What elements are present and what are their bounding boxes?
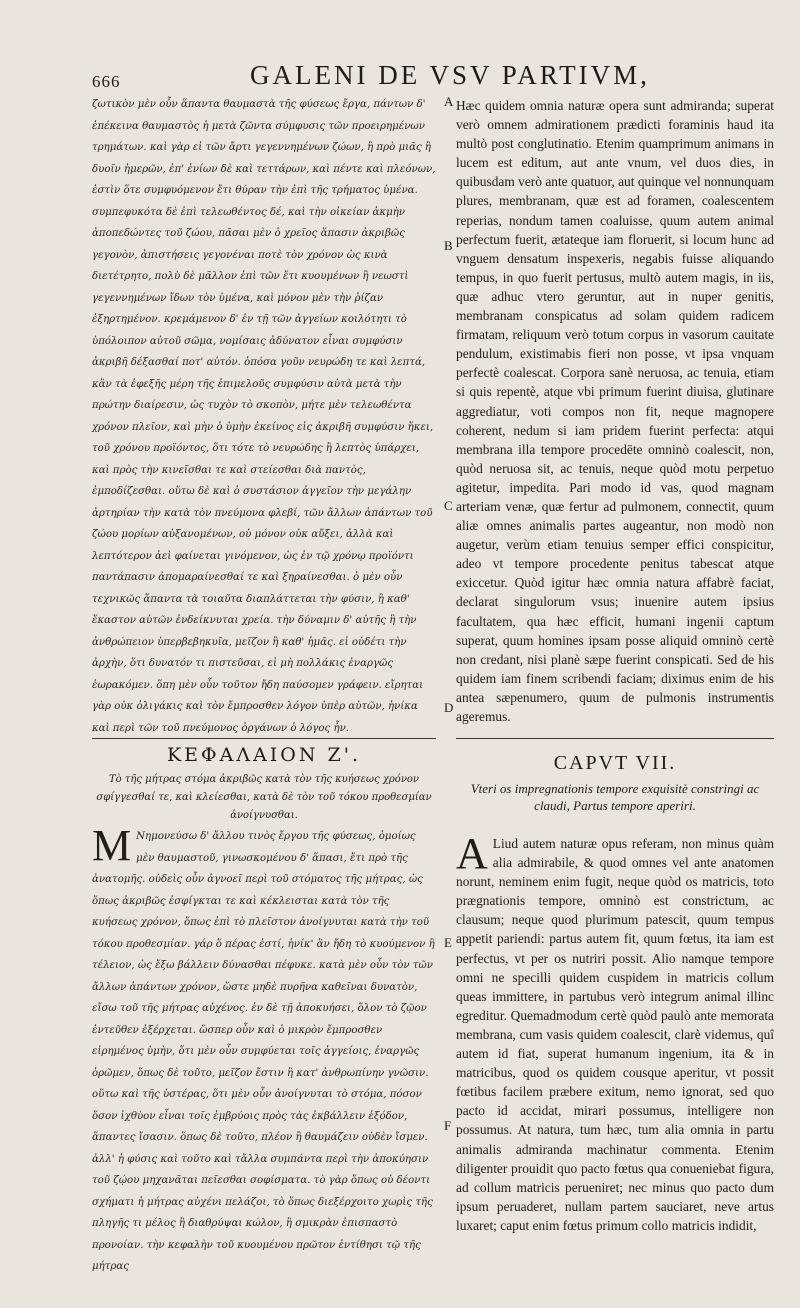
margin-marker-e: E (444, 935, 452, 950)
greek-chapter-summary: Τὸ τῆς μήτρας στόμα ἀκριβῶς κατὰ τὸν τῆς κυήσεως χρόνον σφίγγεσθαί τε, καὶ κλείεσθαι, κατὰ δὲ τὸν τοῦ τόκου προθεσμίαν ἀνοίγνυσθαι. (96, 774, 432, 821)
margin-marker-b: B (444, 238, 453, 253)
greek-chapter-title: ΚΕΦΑΛΑΙΟΝ Ζ'. (166, 744, 361, 766)
latin-chapter-title: CAPVT VII. (553, 752, 677, 774)
latin-drop-initial: A (456, 829, 488, 878)
greek-text-top: ζωτικὸν μὲν οὖν ἅπαντα θαυμαστὰ τῆς φύσεως ἔργα, πάντων δ' ἐπέκεινα θαυμαστὸς ἡ μετὰ ζῶντα σύμφυσις τῶν προειρημένων τρημάτων. καὶ γὰρ εἰ τῶν ἄρτι γεγεννημένων ζώων, ἢ πρὸ μιᾶς ἢ δυοῖν ἡμερῶν, ἐπ' ἐνίων δὲ καὶ τεττάρων, καὶ πέντε καὶ πλεόνων, ἐστὶν ὅτε συμφυόμενον ἔτι θύραν τὴν ἐπὶ τῆς τρήματος ὑμένα. συμπεφυκότα δὲ ἐπὶ τελεωθέντος δέ, καὶ τὴν οἰκείαν ἀκμὴν ἀποπεδώντες τοῦ ζώου, πᾶσαι μὲν ὁ χρεῖος ἅπασιν ἀκριβῶς γεγονὸν, ἀπιστήσεις γεγονέναι ποτὲ τὸν χρόνον ὡς κινὰ διετέτρητο, πολὺ δὲ μᾶλλον ἐπὶ τῶν ἔτι κυουμένων ἢ νεωστὶ γεγεννημένων ἴδων τὸν ὑμένα, καὶ μόνον μὲν τὴν ῥίζαν ἐξηρτημένον. κρεμάμενον δ' ἐν τῇ τῶν ἀγγείων κοιλότητι τὸ ὑπόλοιπον αὐτοῦ σῶμα, νομίσαις ἀδύνατον εἶναι συμφύσιν ἀκριβῆ δέξασθαί ποτ' αὐτόν. ὁπόσα γοῦν νευρώδη τε καὶ λεπτά, κἂν τὰ ἐφεξῆς μέρη τῆς ἐπιμελοῦς συμφύσιν αὐτὰ μετὰ τὴν πρώτην διαίρεσιν, ὡς τυχὸν τὸ σκοπὸν, μήτε μὲν τελεωθέντα χρόνον πλεῖον, καὶ μὴν ὁ ὑμὴν ἐκείνος εἰς ἀκριβῆ συμφύσιν ἥκει, τοῦ χρόνου προϊόντος, ὅτι τότε τὸ νευρώδης ἢ λεπτὸς ὑπάρχει, καὶ πρὸς τὴν κινεῖσθαι τε καὶ στείεσθαι διὰ παντὸς, ἐμποδίζεσθαι. οὕτω δὲ καὶ ὁ συστάσιον ἀγγεῖον τὴν μεγάλην ἀρτηρίαν τὴν κατὰ τὸν πνεύμονα φλεβί, τῶν ἄλλων ἁπάντων τοῦ ζώου μορίων αὐξανομένων, οὐ μόνον οὐκ αὔξει, ἀλλὰ καὶ λεπτότερον ἀεὶ φαίνεται γινόμενον, ὡς ἐν τῷ χρόνῳ προϊόντι παντάπασιν ἀπομαραίνεσθαί τε καὶ ξηραίνεσθαι. ὁ μὲν οὖν τεχνικῶς ἅπαντα τὰ τοιαῦτα διαπλάττεται τὴν φύσιν, ἢ καθ' ἕκαστον αὐτῶν ἐνδείκνυται χρεία. τὴν δύναμιν δ' αὐτῆς ἣ τὴν ἀνθρώπειον ὑπερβεβηκυῖα, μεῖζον ἢ καθ' ἡμᾶς. εἰ οὐδέτι τὴν ἀρχὴν, ὅτι δυνατόν τι πιστεῦσαι, εἰ μὴ πολλάκις ἐναργῶς ἑωρακόμεν. ὅπη μὲν οὖν τοῦτον ἤδη παύσομεν γράφειν. εἴρηται γὰρ οὐκ ὀλιγάκις καὶ τὸν ἔμπροσθεν λόγον ὑπὲρ αὐτῶν, ἡνίκα καὶ περὶ τῶν τοῦ πνεύμονος ὀργάνων ὁ λόγος ἦν. (92, 99, 436, 734)
latin-chapter-body (456, 829, 774, 1274)
page-number: 666 (92, 72, 121, 91)
greek-body-text: Νημονεύσω δ' ἄλλου τινὸς ἔργου τῆς φύσεως, ὁμοίως μὲν θαυμαστοῦ, γινωσκομένου δ' ἅπασι, ἔτι πρὸ τῆς ἀνατομῆς. οὐδεὶς οὖν ἀγνοεῖ περὶ τοῦ στόματος τῆς μήτρας, ὡς ὅπως ἀκριβῶς ἐσφίγκται τε καὶ κέκλεισται κατὰ τὸν τῆς κυήσεως χρόνον, ὅπως ἐπὶ τὸ πλεῖστον ἀνοίγνυται κατὰ τὴν τοῦ τόκου προθεσμίαν. γάρ ὅ πέρας ἐστί, ἡνίκ' ἂν ἤδη τὸ κυούμενον ἢ τέλειον, ὡς ἔξω βάλλειν δύνασθαι πέφυκε. κατὰ μὲν οὖν τὸν τῶν ἄλλων ἁπάντων χρόνον, ὥστε μηδὲ πυρῆνα καθεῖναι δυνατὸν, εἴσω τοῦ τῆς μήτρας αὐχένος. ἐν δὲ τῇ ἀποκυήσει, ὅλον τὸ ζῷον ἐντεῦθεν ἐξέρχεται. ὥσπερ οὖν καὶ ὁ μικρὸν ἔμπροσθεν εἰρημένος ὑμὴν, ὅτι μὲν οὖν συμφύεται τοῖς ἀγγείοις, ἐναργῶς ὁρῶμεν, ὅπως δὲ τοῦτο, μεῖζον ἔστιν ἢ κατ' ἀνθρωπίνην γνῶσιν. οὕτω καὶ τῆς ὑστέρας, ὅτι μὲν οὖν ἀνοίγνυται τὸ στόμα, πόσον ὅσον ἰχθὺον εἶναι τοῖς ἐμβρύοις πρὸς τὰς ἐκβάλλειν ἐξόδον, ἅπαντες ἴσασιν. ὅπως δὲ τοῦτο, πλέον ἢ θαυμάζειν οὐδὲν ἴσμεν. ἀλλ' ἡ φύσις καὶ τοῦτο καὶ τἄλλα συμπάντα περὶ τὴν ἀποκύησιν τοῦ ζῴου μηχανᾶται πεῖεσθαι σοφίσματα. τὸ γὰρ ὅπως οὐ δέοντι σχήματι ἡ μήτρας αὐχένι πελάζοι, τὸ ὅπως διεξέρχοιτο χωρὶς τῆς πληγῆς τι μέλος ἢ διαθρύψαι κώλον, ἢ σμικρὰν ἐπισπαστὸ προνοίαν. τὴν κεφαλὴν τοῦ κυουμένου πρῶτον ἐντίθησι τῷ τῆς μήτρας (92, 831, 435, 1272)
greek-drop-initial: M (92, 821, 132, 870)
margin-marker-c: C (444, 498, 453, 513)
latin-chapter-summary: Vteri os impregnationis tempore exquisitè constringi ac claudi, Partus tempore aperiri. (470, 781, 760, 813)
margin-marker-f: F (444, 1118, 452, 1133)
margin-marker-a: A (444, 94, 454, 109)
margin-marker-d: D (444, 700, 454, 715)
latin-text-top: Hæc quidem omnia naturæ opera sunt admiranda; superat verò omnem admirationem prædicti foraminis haud ita multò post conglutinatio. Etenim quamprimum animans in lucem est editum, aut ante vnum, vel duos dies, in quibusdam verò ante quatuor, aut quinque vel nonnunquam plures, membranam, quæ est ad foramen, coalescentem reperias, nondum tamen coaluisse, quum autem animal perfectum fuerit, ætateque iam floruerit, si locum hunc ad vnguem densatum inspexeris, negabis fuisse aliquando tempus, in quo fuerit pertusus, multò autem magis, in iis, quæ adhuc vtero geruntur, aut in nuper genitis, membranam conspicatus ad solam quidem radicem firmatam, reliquum verò totum corpus in vasorum cauitate pendulum, existimabis fieri non posse, vt ipsa vnquam perfectè coalescat. Corpora sanè neruosa, ac tenuia, etiam si quis repentè, atque vbi primum fuerint diuisa, glutinare aggrediatur, voti compos non fit, neque magnopere coherent, nedum si iam pridem fuerint perfecta: atqui membrana illa tempore procedēte omninò coalescit, non, quòd neruosa sit, ac tenuis, neque quòd motu perpetuo agitetur, impedita. Pari modo id vas, quod magnam arteriam venæ, quæ fertur ad pulmonem, connectit, quum aliæ omnes animalis partes augeantur, non modò non augetur, verùm etiam tenuius semper effici conspicitur, adeo vt tempore procedente penitus tabescat atque exiccetur. Quòd igitur hæc omnia natura affabrè faciat, declarat singulorum vsus; inuenire autem ipsius facultatem, qua hæc efficit, humani ingenii captum superat, quum homines ipsam posse aliquid omninò certè non credant, nisi planè sæpe fuerint conspicati. Sed de his quidem iam finem scribendi faciam; diximus enim de his antea sæpenumero, quum de pulmonis instrumentis ageremus. (456, 98, 774, 724)
rule-greek (92, 738, 436, 739)
latin-body-text: Liud autem naturæ opus referam, non minus quàm alia admirabile, & quod omnes vel ante anatomen norunt, neminem enim fugit, neque quòd os matricis, toto prægnationis tempore, omninò est constrictum, ac clausum; neque quod plurimum patescit, quum tempus appetit pariendi: partus autem fit, quum fœtus, ita iam est perfectus, vt per os nutriri possit. Alio namque tempore omni ne specilli quidem cuspidem in matricis collum queas immittere, in partubus verò integrum animal illinc egreditur. Quemadmodum certè quòd paulò ante memorata membrana, cum vasis quidem coalescit, clarè videmus, quî autem id fiat, superat humanum ingenium, ita & in matricibus, quod os quidem cousque aperitur, vt possit fœtibus facilem præbere exitum, nemo ignorat, sed quo pacto id accidat, mirari possumus, intelligere non possumus. At natura, tum hæc, tum alia omnia in partu animalis admiranda machinatur commenta. Etenim diligenter prouidit quo pacto fœtus qua conueniebat figura, ad collum matricis perueniret; nec minus quo pacto dum ipsum peruaderet, nullam partem sauciaret, neve artus luxaret; caput enim fœtus primum collo matricis indidit, (456, 836, 774, 1233)
rule-latin (456, 738, 774, 739)
running-title: GALENI DE VSV PARTIVM, (250, 60, 650, 90)
greek-chapter-body (92, 821, 436, 1272)
